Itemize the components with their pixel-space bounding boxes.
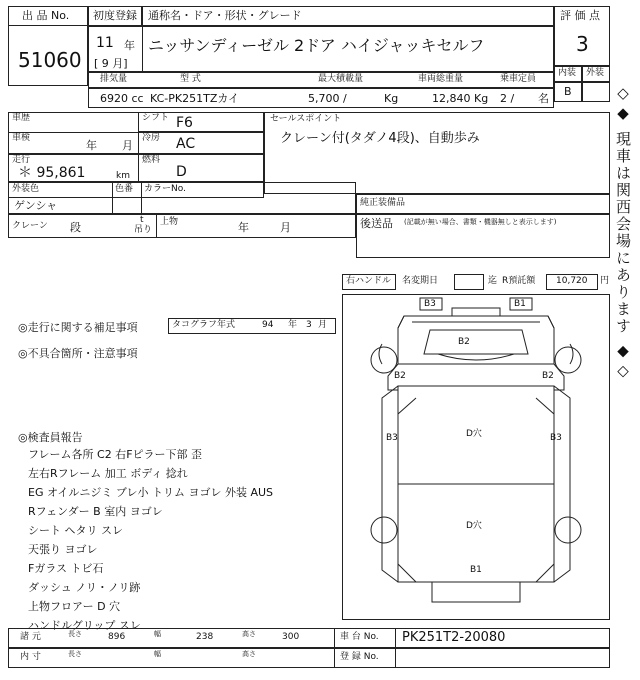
spec-footer-row <box>8 628 610 648</box>
vehicle-label: 通称名・ドア・形状・グレード <box>148 9 302 22</box>
damage-b3-right: B3 <box>550 433 562 443</box>
length-value: 896 <box>108 632 126 642</box>
inner-length-label: 長さ <box>68 650 82 658</box>
rating-label: 評 価 点 <box>560 9 600 22</box>
inner-height-label: 高さ <box>242 650 256 658</box>
driving-notes-heading: ◎走行に関する補足事項 <box>18 321 138 334</box>
height-label: 高さ <box>242 630 256 638</box>
width-label: 幅 <box>154 630 161 638</box>
capacity-unit: 名 <box>538 92 549 105</box>
report-line: シート ヘタリ スレ <box>28 524 123 537</box>
damage-b2-left: B2 <box>394 371 406 381</box>
capacity-label: 乗車定員 <box>500 74 537 84</box>
max-load-unit: Kg <box>384 92 399 105</box>
model-label: 型 式 <box>180 74 201 84</box>
name-change-label: 名変期日 <box>402 276 439 286</box>
damage-d-hole-2: D穴 <box>466 521 482 531</box>
report-line: フレーム各所 C2 右Fピラー下部 歪 <box>28 448 203 461</box>
lot-number: 51060 <box>18 48 82 72</box>
sales-point-box <box>264 112 610 194</box>
sales-point-value: クレーン付(タダノ4段)、自動歩み <box>280 131 480 146</box>
report-line: 天張り ヨゴレ <box>28 543 98 556</box>
tacho-month-unit: 月 <box>318 320 328 330</box>
crane-label: クレーン <box>12 221 48 231</box>
report-line: 左右Rフレーム 加工 ボディ 捻れ <box>28 467 188 480</box>
first-reg-year-unit: 年 <box>124 39 135 52</box>
capacity-value: 2 / <box>500 92 515 105</box>
history-label: 車歴 <box>12 113 31 123</box>
damage-b1-top: B1 <box>514 299 526 309</box>
damage-d-hole-1: D穴 <box>466 429 482 439</box>
genuine-equipment-label: 純正装備品 <box>360 198 406 208</box>
max-load-value: 5,700 / <box>308 92 347 105</box>
color-no-value: カラーNo. <box>144 184 186 194</box>
rating-value: 3 <box>576 32 589 56</box>
report-lines <box>28 446 328 636</box>
interior-footer-label: 内 寸 <box>20 652 41 662</box>
top-month: 月 <box>280 221 291 234</box>
damage-b3-left: B3 <box>386 433 398 443</box>
inspection-year: 年 <box>86 139 97 152</box>
chassis-value: PK251T2-20080 <box>402 630 506 645</box>
inspection-month: 月 <box>122 139 133 152</box>
report-line: ハンドルグリップ スレ <box>28 619 141 632</box>
right-hand-label: 右ハンドル <box>346 276 392 286</box>
r-amount: 10,720 <box>556 276 588 286</box>
report-line: ダッシュ ノリ・ノリ跡 <box>28 581 141 594</box>
exterior-label: 外装 <box>586 68 605 78</box>
gross-weight-label: 車両総重量 <box>418 74 464 84</box>
sales-point-label: セールスポイント <box>270 114 342 124</box>
mileage-label: 走行 <box>12 155 31 165</box>
report-line: Rフェンダー B 室内 ヨゴレ <box>28 505 163 518</box>
interior-label: 内装 <box>558 68 577 78</box>
documents-note: (記載が無い場合、書類・機器無しと表示します) <box>404 218 557 226</box>
ac-value: AC <box>176 136 196 152</box>
name-change-box <box>454 274 484 290</box>
top-year: 年 <box>238 221 249 234</box>
top-label: 上物 <box>160 217 179 227</box>
max-load-label: 最大積載量 <box>318 74 364 84</box>
reg-label: 登 録 No. <box>340 652 379 662</box>
damage-b2-right: B2 <box>542 371 554 381</box>
model-value: KC-PK251TZカイ <box>150 92 240 105</box>
tacho-year: 94 <box>262 320 274 330</box>
interior-grade: B <box>564 85 572 98</box>
fuel-value: D <box>176 164 187 180</box>
exterior-color-label: 外装色 <box>12 184 40 194</box>
tacho-month: 3 <box>306 320 312 330</box>
damage-b2-cab: B2 <box>458 337 470 347</box>
ac-label: 冷房 <box>142 133 161 143</box>
crane-steps: 段 <box>70 221 81 234</box>
interior-footer-row <box>8 648 610 668</box>
tacho-year-unit: 年 <box>288 320 298 330</box>
color-no-label: 色番 <box>115 184 134 194</box>
vehicle-name-divider <box>142 26 143 72</box>
height-value: 300 <box>282 632 300 642</box>
lot-label: 出 品 No. <box>22 9 70 22</box>
inspector-report-heading: ◎検査員報告 <box>18 431 83 444</box>
first-reg-year: 11 <box>96 35 114 51</box>
shift-value: F6 <box>176 115 193 131</box>
r-unit: 円 <box>600 276 610 286</box>
venue-side-note: ◇◆ 現車は関西会場にあります ◆◇ <box>614 84 632 382</box>
chassis-label: 車 台 No. <box>340 632 379 642</box>
exterior-value-cell <box>582 82 610 102</box>
gross-weight-value: 12,840 Kg <box>432 92 489 105</box>
documents-label: 後送品 <box>360 217 393 230</box>
damage-b3-top: B3 <box>424 299 436 309</box>
r-tax-label: R預託額 <box>502 276 536 286</box>
spec-footer-label: 諸 元 <box>20 632 41 642</box>
defects-heading: ◎不具合箇所・注意事項 <box>18 347 138 360</box>
report-line: 上物フロアー D 穴 <box>28 600 121 613</box>
length-label: 長さ <box>68 630 82 638</box>
fuel-label: 燃料 <box>142 155 161 165</box>
crane-lift: 吊り <box>134 225 153 235</box>
tax-label: 迄 <box>488 276 498 286</box>
shift-label: シフト <box>142 113 170 123</box>
inspection-label: 車検 <box>12 133 31 143</box>
top-cell <box>156 214 356 238</box>
tacho-label: タコグラフ年式 <box>172 320 236 330</box>
vehicle-name: ニッサンディーゼル 2ドア ハイジャッキセルフ <box>148 36 485 55</box>
first-reg-label: 初度登録 <box>93 9 137 22</box>
displacement-value: 6920 cc <box>100 92 144 105</box>
report-line: EG オイルニジミ ブレ小 トリム ヨゴレ 外装 AUS <box>28 486 274 499</box>
inner-width-label: 幅 <box>154 650 161 658</box>
mileage-value: ＊ 95,861 <box>18 165 86 181</box>
first-reg-month: [ 9 月] <box>94 57 128 70</box>
displacement-label: 排気量 <box>100 74 128 84</box>
report-line: Fガラス トビ石 <box>28 562 104 575</box>
damage-b1-bottom: B1 <box>470 565 482 575</box>
crane-t: t <box>140 215 144 225</box>
mileage-unit: km <box>116 171 130 181</box>
exterior-color-value: ゲンシャ <box>14 199 58 212</box>
width-value: 238 <box>196 632 214 642</box>
